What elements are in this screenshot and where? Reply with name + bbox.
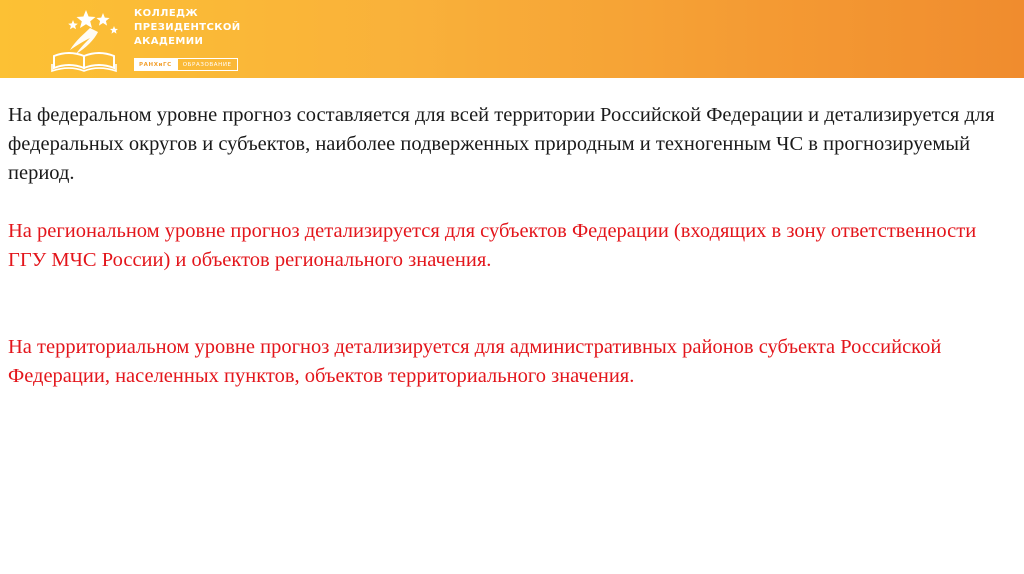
college-logo: [46, 4, 266, 74]
logo-tags: [134, 58, 238, 71]
logo-title-line: ПРЕЗИДЕНТСКОЙ: [134, 22, 241, 33]
slide-content: [8, 101, 1008, 391]
logo-tag-education: ОБРАЗОВАНИЕ: [177, 58, 238, 71]
logo-title-line: КОЛЛЕДЖ: [134, 8, 199, 19]
stars-open-book-icon: [46, 4, 126, 74]
logo-title-line: АКАДЕМИИ: [134, 36, 204, 47]
paragraph-federal-level: На федеральном уровне прогноз составляется для всей территории Российской Федерации и детализируется для федеральных округов и субъектов, наиболее подверженных природным и техногенным ЧС в прогнозируемый период.: [8, 104, 995, 184]
paragraph-regional-level: На региональном уровне прогноз детализируется для субъектов Федерации (входящих в зону ответственности ГГУ МЧС России) и объектов регионального значения.: [8, 220, 977, 271]
paragraph-territorial-level: На территориальном уровне прогноз детализируется для административных районов субъекта Российской Федерации, населенных пунктов, объектов территориального значения.: [8, 336, 942, 387]
logo-title: [134, 7, 274, 49]
logo-tag-ranepa: РАНХиГС: [134, 58, 177, 71]
header-band: [0, 0, 1024, 78]
